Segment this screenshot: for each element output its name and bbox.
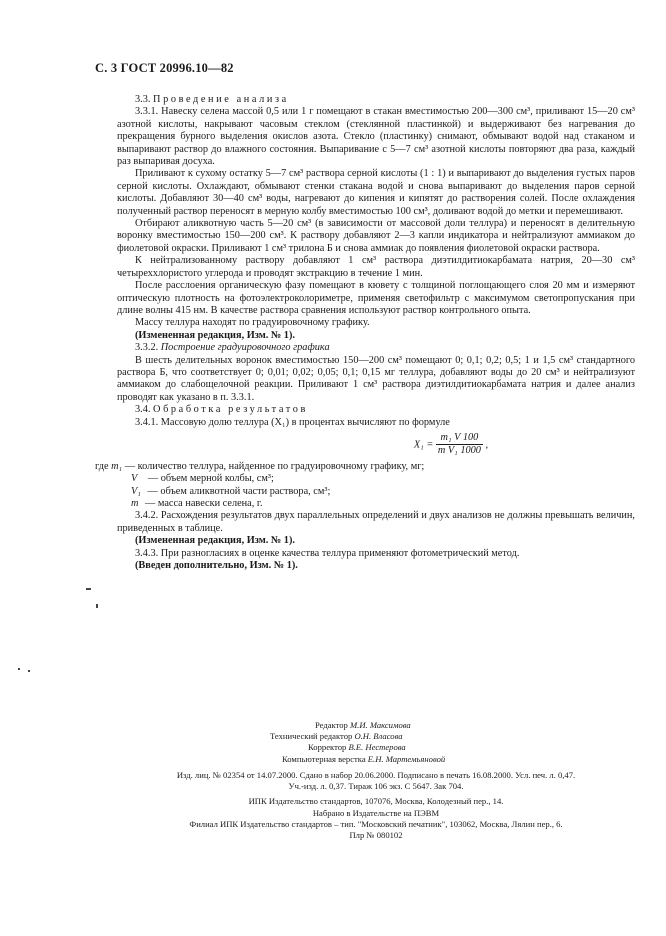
scan-mark <box>18 668 20 670</box>
imprint-line: Набрано в Издательстве на ПЭВМ <box>312 807 440 818</box>
paragraph-extraction: К нейтрализованному раствору добавляют 1 см³ раствора диэтилдитиокарбамата натрия, 20—30 см³ четыреххлористого углерода и проводят экстракцию в течение 1 мин. <box>117 255 635 279</box>
paragraph-calibration: В шесть делительных воронок вместимостью 150—200 см³ помещают 0; 0,1; 0,2; 0,5; 1 и 1,5 см³ стандартного раствора Б, что соответствует 0; 0,01; 0,02; 0,05; 0,1; 0,15 мг теллура, добавляют воды до 20 см³ и нейтрализуют аммиаком до слабощелочной реакции. Приливают 1 см³ раствора диэтилдитиокарбамата натрия и далее анализ проводят как указано в п. 3.3.1. <box>117 354 635 403</box>
editor-line: Технический редактор О.Н. Власова <box>270 731 403 742</box>
amendment-note-2: (Измененная редакция, Изм. № 1). <box>135 535 295 547</box>
definition-row <box>117 473 635 485</box>
formula <box>117 432 635 458</box>
paragraph-3-4-1: 3.4.1. Массовую долю теллура (X₁) в процентах вычисляют по формуле <box>135 416 450 428</box>
scan-mark <box>86 588 91 590</box>
section-3-4-heading <box>117 404 635 416</box>
definition-text: — масса навески селена, г. <box>145 498 263 509</box>
page-header: С. 3 ГОСТ 20996.10—82 <box>95 61 234 75</box>
formula-lhs: X₁ = <box>413 439 434 451</box>
document-body <box>95 94 635 572</box>
imprint-line: Филиал ИПК Издательство стандартов – тип. "Московский печатник", 103062, Москва, Лялин пер., 6. <box>189 818 563 829</box>
section-number: 3.4. <box>135 404 151 416</box>
definition-text: — объем аликвотной части раствора, см³; <box>147 485 331 497</box>
definition-row <box>117 486 635 498</box>
paragraph-sulfuric: Приливают к сухому остатку 5—7 см³ раствора серной кислоты (1 : 1) и выпаривают до выделения густых паров серной кислоты. Охлаждают, обмывают стенки стакана водой и снова выпаривают до выделения паров серной кислоты. Добавляют 30—40 см³ воды, нагревают до кипения и кипятят до растворения солей. После охлаждения полученный раствор переносят в мерную колбу вместимостью 100 см³, доливают водой до метки и перемешивают. <box>117 168 635 217</box>
imprint-line: Плр № 080102 <box>349 830 403 841</box>
imprint-block <box>116 770 636 841</box>
definition-symbol: m <box>131 498 139 509</box>
formula-denominator: m V₁ 1000 <box>437 445 481 457</box>
definition-row <box>117 498 635 510</box>
definition-row <box>95 461 635 473</box>
amendment-note-1: (Измененная редакция, Изм. № 1). <box>135 329 295 341</box>
definition-symbol: V <box>131 473 138 485</box>
definition-symbol: V₁ <box>131 485 141 497</box>
editors-block <box>270 720 445 765</box>
editor-line: Компьютерная верстка Е.Н. Мартемьяновой <box>282 753 446 764</box>
section-number: 3.3.2. <box>135 342 159 354</box>
editor-line: Редактор М.И. Максимова <box>315 720 411 730</box>
scan-mark <box>28 670 30 672</box>
section-3-3-2-heading <box>117 342 635 354</box>
scan-mark <box>96 604 98 608</box>
section-number: 3.3. <box>135 94 151 105</box>
imprint-line: Изд. лиц. № 02354 от 14.07.2000. Сдано в набор 20.06.2000. Подписано в печать 16.08.2000. Усл. печ. л. 0,47. <box>176 770 576 780</box>
imprint-line: ИПК Издательство стандартов, 107076, Москва, Колодезный пер., 14. <box>248 796 504 807</box>
paragraph-3-3-1: 3.3.1. Навеску селена массой 0,5 или 1 г помещают в стакан вместимостью 200—300 см³, приливают 15—20 см³ азотной кислоты, накрывают часовым стеклом (стеклянной пластинкой) и выдерживают без нагревания до прекращения бурного выделения окислов азота. Стекло (пластинку) снимают, обмывают водой над стаканом и выпаривают раствор до влажного состояния. Выпаривание с 5—7 см³ азотной кислоты повторяют два раза, каждый раз выпаривая досуха. <box>117 106 635 168</box>
paragraph-3-4-2: 3.4.2. Расхождения результатов двух параллельных определений и двух анализов не должны превышать величин, приведенных в таблице. <box>117 510 635 534</box>
amendment-note-3: (Введен дополнительно, Изм. № 1). <box>135 560 298 572</box>
variable-definitions <box>95 460 635 511</box>
paragraph-aliquot: Отбирают аликвотную часть 5—20 см³ (в зависимости от массовой доли теллура) и переносят в делительную воронку вместимостью 150—200 см³. К раствору добавляют 2—3 капли индикатора и нейтрализуют аммиаком до фиолетовой окраски. Приливают 1 см³ трилона Б и снова аммиак до появления фиолетовой окраски раствора. <box>117 218 635 254</box>
editor-line: Корректор В.Е. Нестерова <box>308 742 406 753</box>
paragraph-3-4-3: 3.4.3. При разногласиях в оценке качества теллура применяют фотометрический метод. <box>135 547 520 559</box>
section-title: Обработка результатов <box>153 404 308 416</box>
definition-text: — объем мерной колбы, см³; <box>147 473 274 485</box>
section-3-3-heading <box>117 94 635 106</box>
formula-fraction <box>436 432 483 458</box>
definition-text: — количество теллура, найденное по градуировочному графику, мг; <box>124 460 425 472</box>
formula-numerator: m₁ V 100 <box>436 432 483 445</box>
imprint-line: Уч.-изд. л. 0,37. Тираж 106 экз. С 5647. Зак 704. <box>288 781 464 792</box>
definition-symbol: m₁ <box>111 460 123 472</box>
section-title: Построение градуировочного графика <box>160 342 330 354</box>
paragraph-measurement: После расслоения органическую фазу помещают в кювету с толщиной поглощающего слоя 20 мм и измеряют оптическую плотность на фотоэлектроколориметре, применяя светофильтр с максимумом светопропускания при длине волны 415 нм. В качестве раствора сравнения используют раствор контрольного опыта. <box>117 280 635 316</box>
section-title: Проведение анализа <box>153 94 289 105</box>
definition-lead: где <box>95 460 109 472</box>
formula-tail: , <box>485 439 489 451</box>
paragraph-graph: Массу теллура находят по градуировочному графику. <box>135 317 370 329</box>
